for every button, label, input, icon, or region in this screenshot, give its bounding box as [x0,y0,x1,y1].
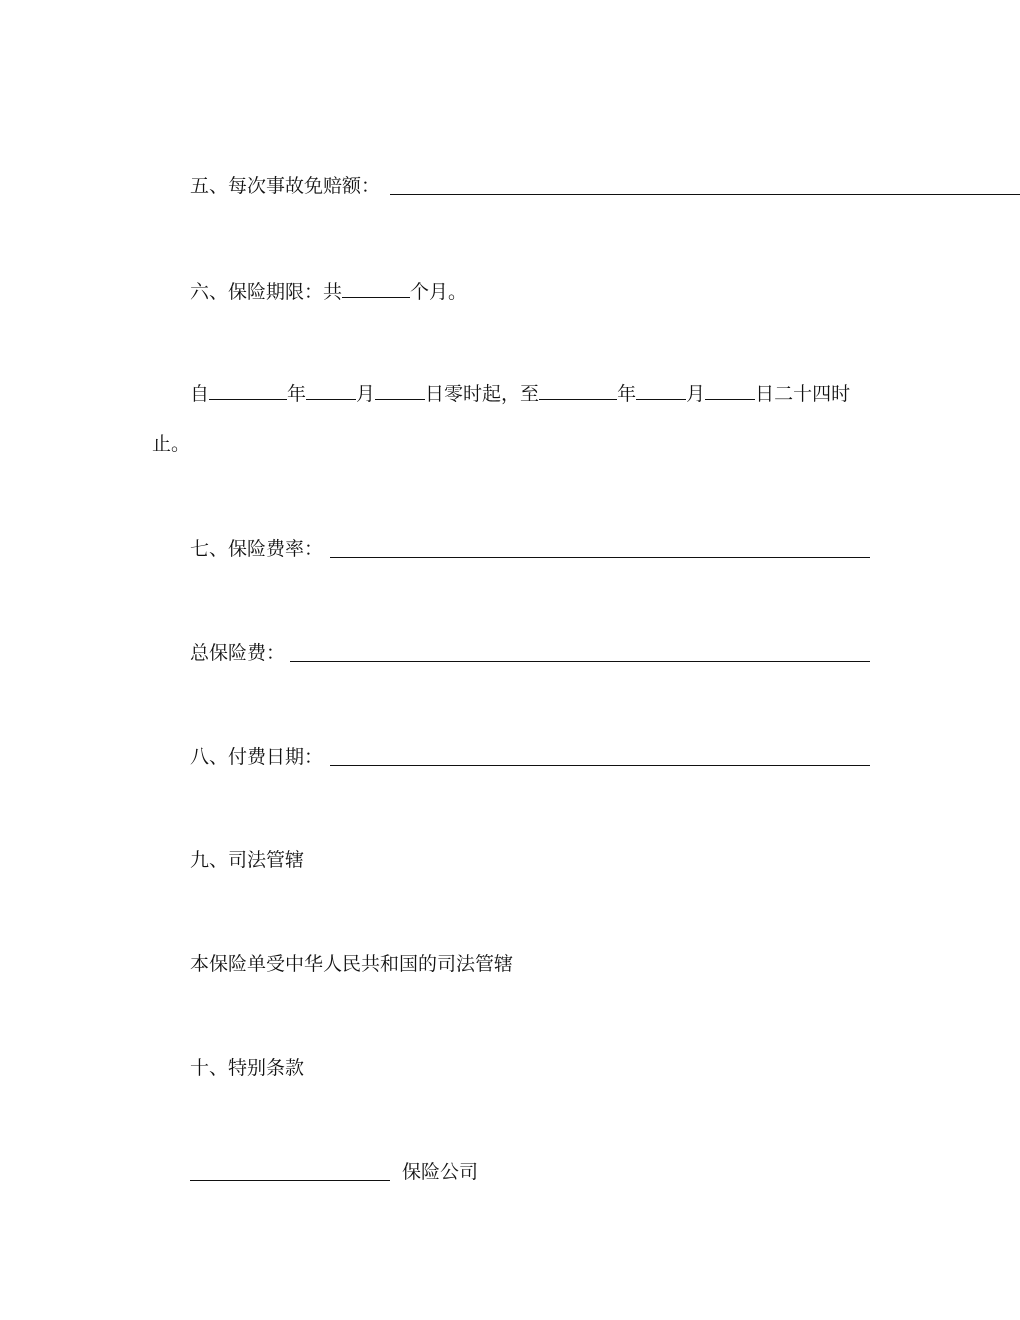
period-suffix: 个月。 [410,281,468,303]
end-year-label: 年 [617,383,637,405]
start-year-label: 年 [287,383,307,405]
period-months-blank[interactable] [342,279,410,298]
special-heading: 十、特别条款 [190,1057,305,1079]
start-month-blank[interactable] [306,381,356,400]
clause-from-to [190,381,850,405]
clause-deductible [190,174,380,198]
clause-jurisdiction-body [190,952,513,976]
rate-blank[interactable] [330,557,870,558]
start-year-blank[interactable] [209,381,287,400]
end-month-blank[interactable] [636,381,686,400]
total-premium-label: 总保险费： [190,642,286,664]
rate-label: 七、保险费率： [190,538,324,560]
end-day-blank[interactable] [705,381,755,400]
company-name-blank[interactable] [190,1180,390,1181]
deductible-blank[interactable] [390,194,1020,195]
clause-from-to-wrap [152,432,190,456]
payment-date-blank[interactable] [330,765,870,766]
period-label: 六、保险期限：共 [190,281,343,303]
clause-special-heading [190,1056,304,1080]
end-day-label: 日二十四时 [755,383,851,405]
clause-period [190,279,467,303]
total-premium-blank[interactable] [290,661,870,662]
clause-payment-date [190,745,323,769]
deductible-label: 五、每次事故免赔额： [190,175,381,197]
jurisdiction-body: 本保险单受中华人民共和国的司法管辖 [190,953,514,975]
start-day-label: 日零时起，至 [425,383,540,405]
from-to-end: 止。 [152,433,191,455]
jurisdiction-heading: 九、司法管辖 [190,849,305,871]
start-day-blank[interactable] [375,381,425,400]
end-month-label: 月 [686,383,706,405]
start-month-label: 月 [356,383,376,405]
clause-rate [190,537,323,561]
signature-company [402,1160,478,1184]
clause-jurisdiction-heading [190,848,304,872]
payment-date-label: 八、付费日期： [190,746,324,768]
from-label: 自 [190,383,210,405]
end-year-blank[interactable] [539,381,617,400]
clause-total-premium [190,641,285,665]
company-suffix: 保险公司 [402,1161,479,1183]
